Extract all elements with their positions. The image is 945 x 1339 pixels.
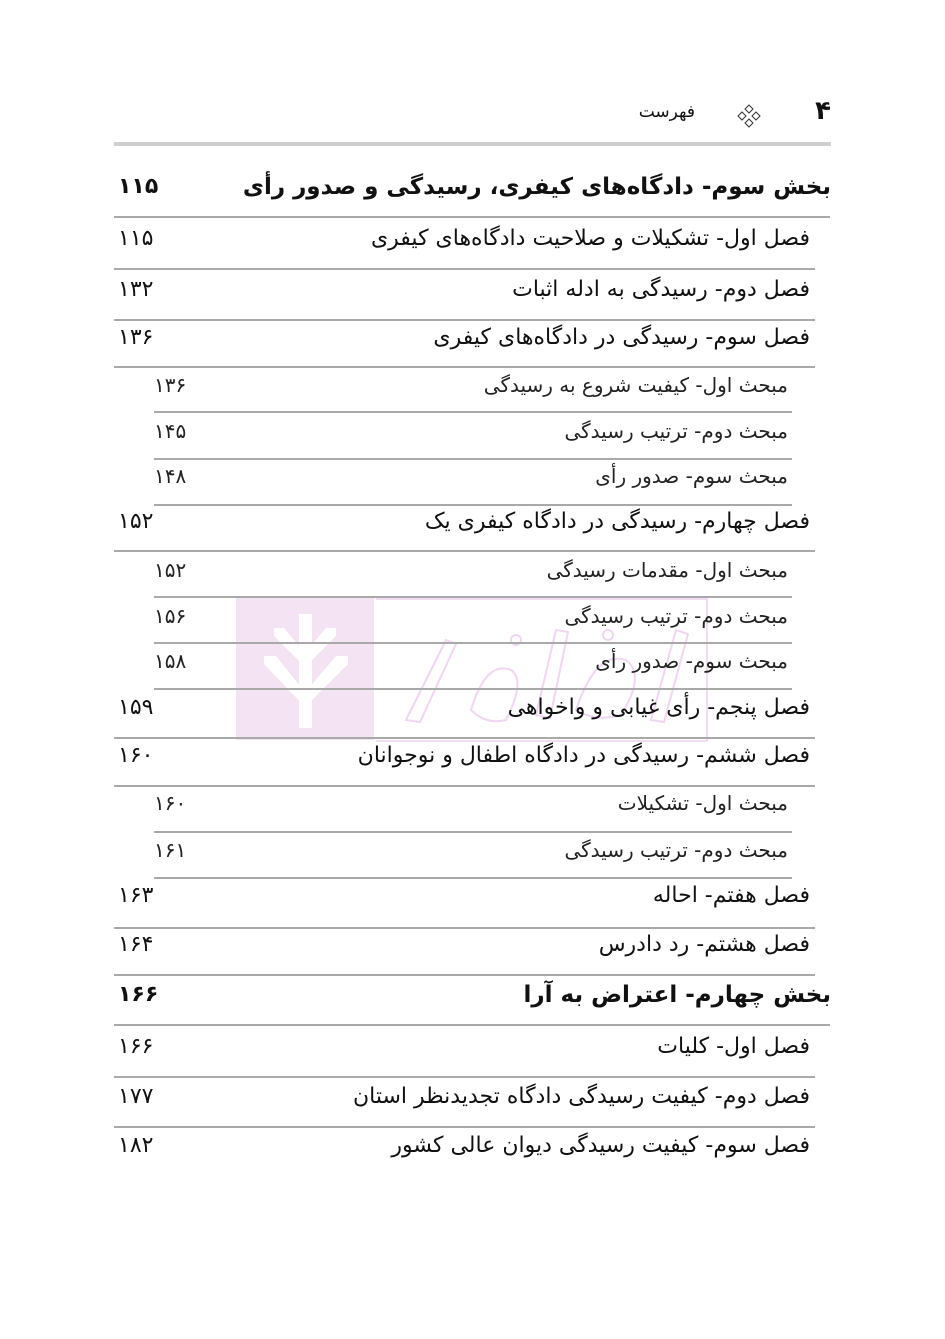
toc-entry-page: ۱۴۸	[154, 464, 187, 488]
toc-part-row[interactable]	[114, 172, 831, 212]
toc-entry-title: بخش چهارم- اعتراض به آرا	[523, 982, 831, 1008]
toc-section-row[interactable]	[154, 556, 792, 594]
toc-chapter-row[interactable]	[114, 693, 814, 733]
separator	[114, 927, 815, 929]
toc-entry-page: ۱۴۵	[154, 419, 187, 443]
toc-entry-page: ۱۷۷	[118, 1084, 154, 1109]
toc-entry-title: فصل اول- تشکیلات و صلاحیت دادگاه‌های کیفری	[370, 226, 810, 251]
toc-section-row[interactable]	[154, 789, 792, 827]
toc-section-row[interactable]	[154, 462, 792, 500]
toc-entry-title: فصل اول- کلیات	[657, 1034, 810, 1059]
separator	[154, 504, 792, 506]
toc-entry-page: ۱۱۵	[118, 174, 159, 199]
toc-entry-title: مبحث سوم- صدور رأی	[595, 649, 788, 673]
toc-part-row[interactable]	[114, 980, 831, 1020]
toc-chapter-row[interactable]	[114, 1131, 814, 1171]
toc-entry-page: ۱۸۲	[118, 1133, 154, 1158]
toc-entry-page: ۱۳۲	[118, 277, 154, 302]
toc-chapter-row[interactable]	[114, 507, 814, 547]
toc-section-row[interactable]	[154, 647, 792, 685]
toc-section-row[interactable]	[154, 836, 792, 874]
running-title: فهرست	[638, 102, 695, 122]
toc-entry-page: ۱۳۶	[118, 325, 154, 350]
toc-entry-title: فصل سوم- رسیدگی در دادگاه‌های کیفری	[433, 325, 810, 350]
toc-entry-page: ۱۵۸	[154, 649, 187, 673]
toc-chapter-row[interactable]	[114, 224, 814, 264]
toc-entry-title: فصل پنجم- رأی غیابی و واخواهی	[507, 695, 810, 720]
separator	[154, 831, 792, 833]
toc-entry-page: ۱۶۱	[154, 838, 187, 862]
separator	[114, 268, 815, 270]
toc-section-row[interactable]	[154, 371, 792, 409]
toc-entry-title: فصل ششم- رسیدگی در دادگاه اطفال و نوجوانان	[357, 743, 810, 768]
toc-entry-page: ۱۵۲	[154, 558, 187, 582]
separator	[114, 366, 815, 368]
toc-chapter-row[interactable]	[114, 741, 814, 781]
toc-entry-page: ۱۶۶	[118, 982, 159, 1007]
toc-entry-page: ۱۶۴	[118, 932, 154, 957]
separator	[154, 877, 792, 879]
toc-entry-page: ۱۶۰	[118, 743, 154, 768]
toc-entry-title: بخش سوم- دادگاه‌های کیفری، رسیدگی و صدور رأی	[242, 174, 831, 200]
toc-entry-title: مبحث دوم- ترتیب رسیدگی	[564, 419, 788, 443]
toc-entry-title: مبحث سوم- صدور رأی	[595, 464, 788, 488]
toc-chapter-row[interactable]	[114, 323, 814, 363]
separator	[154, 596, 792, 598]
toc-entry-page: ۱۶۳	[118, 883, 154, 908]
separator	[154, 688, 792, 690]
toc-entry-title: مبحث اول- مقدمات رسیدگی	[546, 558, 788, 582]
toc-section-row[interactable]	[154, 602, 792, 640]
toc-chapter-row[interactable]	[114, 275, 814, 315]
toc-entry-page: ۱۵۲	[118, 509, 154, 534]
separator	[114, 319, 815, 321]
toc-entry-page: ۱۶۰	[154, 791, 187, 815]
toc-entry-title: فصل چهارم- رسیدگی در دادگاه کیفری یک	[424, 509, 810, 534]
toc-entry-page: ۱۱۵	[118, 226, 154, 251]
separator	[114, 737, 815, 739]
separator	[114, 785, 815, 787]
toc-entry-title: مبحث دوم- ترتیب رسیدگی	[564, 604, 788, 628]
toc-chapter-row[interactable]	[114, 1032, 814, 1072]
toc-entry-page: ۱۳۶	[154, 373, 187, 397]
toc-entry-title: فصل سوم- کیفیت رسیدگی دیوان عالی کشور	[391, 1133, 810, 1158]
separator	[154, 642, 792, 644]
toc-entry-title: فصل دوم- کیفیت رسیدگی دادگاه تجدیدنظر استان	[352, 1084, 810, 1109]
toc-entry-title: مبحث اول- کیفیت شروع به رسیدگی	[483, 373, 788, 397]
separator	[114, 1024, 830, 1026]
toc-section-row[interactable]	[154, 417, 792, 455]
separator	[114, 1076, 815, 1078]
toc-chapter-row[interactable]	[114, 930, 814, 970]
toc-entry-page: ۱۵۶	[154, 604, 187, 628]
separator	[114, 974, 815, 976]
separator	[114, 1126, 815, 1128]
toc-chapter-row[interactable]	[114, 1082, 814, 1122]
toc-chapter-row[interactable]	[114, 881, 814, 921]
toc-entry-title: فصل هفتم- احاله	[652, 883, 810, 908]
separator	[154, 411, 792, 413]
toc-entry-title: مبحث اول- تشکیلات	[617, 791, 788, 815]
toc-entry-title: فصل دوم- رسیدگی به ادله اثبات	[512, 277, 810, 302]
separator	[114, 216, 830, 218]
separator	[114, 550, 815, 552]
separator	[154, 458, 792, 460]
toc-entry-page: ۱۶۶	[118, 1034, 154, 1059]
toc-entry-title: فصل هشتم- رد دادرس	[598, 932, 810, 957]
page-number: ۴	[815, 96, 831, 126]
toc-entry-title: مبحث دوم- ترتیب رسیدگی	[564, 838, 788, 862]
toc-entry-page: ۱۵۹	[118, 695, 154, 720]
